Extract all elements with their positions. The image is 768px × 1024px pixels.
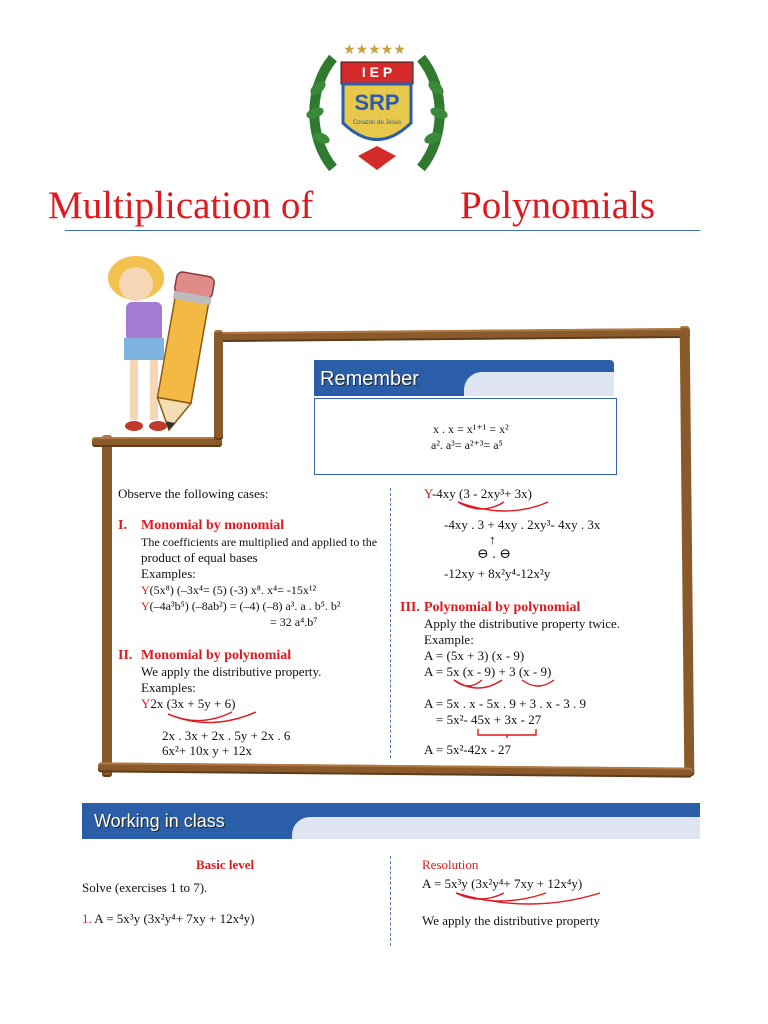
right-step2: -12xy + 8x²y⁴-12x²y <box>444 566 551 581</box>
remember-heading: Remember <box>320 368 419 390</box>
section-2-step1: 2x . 3x + 2x . 5y + 2x . 6 <box>162 728 291 743</box>
section-1-example2 <box>141 598 340 614</box>
section-1-examples-label: Examples: <box>141 566 196 581</box>
section-3-number: III. <box>400 600 420 615</box>
section-1-desc2: product of equal bases <box>141 550 258 565</box>
frame-top <box>214 328 690 342</box>
page-title-part2: Polynomials <box>460 184 656 227</box>
working-heading: Working in class <box>94 811 225 831</box>
section-1-example2-result: = 32 a⁴.b⁷ <box>270 615 318 629</box>
section-2-example-expr: 2x (3x + 5y + 6) <box>150 696 236 711</box>
exercise-1-number: 1. <box>82 911 92 926</box>
solve-instruction: Solve (exercises 1 to 7). <box>82 880 208 895</box>
frame-bottom <box>98 762 692 777</box>
example-mark: Y <box>424 486 432 501</box>
section-2-title: Monomial by polynomial <box>141 648 292 663</box>
title-underline <box>65 230 700 231</box>
section-2-number: II. <box>118 648 133 663</box>
section-1-desc1: The coefficients are multiplied and applied to the <box>141 535 378 549</box>
resolution-line2: We apply the distributive property <box>422 913 601 928</box>
section-3-line3: A = 5x . x - 5x . 9 + 3 . x - 3 . 9 <box>424 696 586 711</box>
section-3-title: Polynomial by polynomial <box>424 600 581 615</box>
exercise-1-expr: A = 5x³y (3x²y⁴+ 7xy + 12x⁴y) <box>94 911 255 926</box>
remember-line2: a². a³= a²⁺³= a⁵ <box>431 438 503 452</box>
section-2-step2: 6x²+ 10x y + 12x <box>162 743 253 758</box>
remember-banner <box>314 360 614 396</box>
intro-text: Observe the following cases: <box>118 486 269 501</box>
logo-top-text: I E P <box>361 64 393 80</box>
distribution-arcs <box>448 676 588 694</box>
section-2-examples-label: Examples: <box>141 680 196 695</box>
page-title-part1: Multiplication of <box>48 184 314 227</box>
remember-line1: x . x = x¹⁺¹ = x² <box>433 422 509 436</box>
like-terms-bracket <box>476 727 546 739</box>
example-mark: Y <box>141 599 150 613</box>
right-signs: ⊖ . ⊖ <box>477 547 511 562</box>
section-2-desc: We apply the distributive property. <box>141 664 322 679</box>
section-1-example1 <box>141 582 316 598</box>
school-logo <box>303 38 451 178</box>
section-1-number: I. <box>118 518 127 533</box>
frame-right <box>680 326 695 776</box>
svg-text:★★★★★: ★★★★★ <box>343 43 406 58</box>
remember-box <box>314 398 617 475</box>
distribution-arcs <box>160 708 280 728</box>
cartoon-girl-icon <box>96 250 226 440</box>
working-banner <box>82 803 700 839</box>
example-1-expr: (5x⁸) (–3x⁴= (5) (-3) x⁸. x⁴= -15x¹² <box>149 583 317 597</box>
basic-level-label: Basic level <box>196 857 255 872</box>
working-column-divider <box>390 856 391 946</box>
section-3-line5: A = 5x²-42x - 27 <box>424 742 512 757</box>
section-3-line4: = 5x²- 45x + 3x - 27 <box>436 712 542 727</box>
section-3-line1: A = (5x + 3) (x - 9) <box>424 648 525 663</box>
section-3-desc: Apply the distributive property twice. <box>424 616 621 631</box>
distribution-arcs <box>450 889 620 911</box>
right-example-expr: -4xy (3 - 2xy³+ 3x) <box>431 486 532 501</box>
example-2-expr: (–4a³b⁵) (–8ab²) = (–4) (–8) a³. a . b⁵. b² <box>149 599 341 613</box>
distribution-arcs <box>452 498 562 516</box>
section-3-line2: A = 5x (x - 9) + 3 (x - 9) <box>424 664 552 679</box>
right-arrow: ↑ <box>489 532 496 547</box>
logo-small-text: Corazón de Jesús <box>352 120 402 126</box>
logo-main-text: SRP <box>354 90 400 115</box>
example-mark: Y <box>141 583 150 597</box>
example-mark: Y <box>141 696 151 711</box>
section-3-example-label: Example: <box>424 632 474 647</box>
resolution-line1: A = 5x³y (3x²y⁴+ 7xy + 12x⁴y) <box>422 876 583 891</box>
column-divider <box>390 488 391 758</box>
resolution-label: Resolution <box>422 857 479 872</box>
right-step1: -4xy . 3 + 4xy . 2xy³- 4xy . 3x <box>444 517 601 532</box>
section-1-title: Monomial by monomial <box>141 518 285 533</box>
frame-left <box>102 435 112 777</box>
girl-pencil-illustration <box>96 250 226 440</box>
frame-left-top <box>92 437 222 447</box>
frame-inner-left <box>214 330 223 440</box>
exercise-1 <box>82 911 254 927</box>
